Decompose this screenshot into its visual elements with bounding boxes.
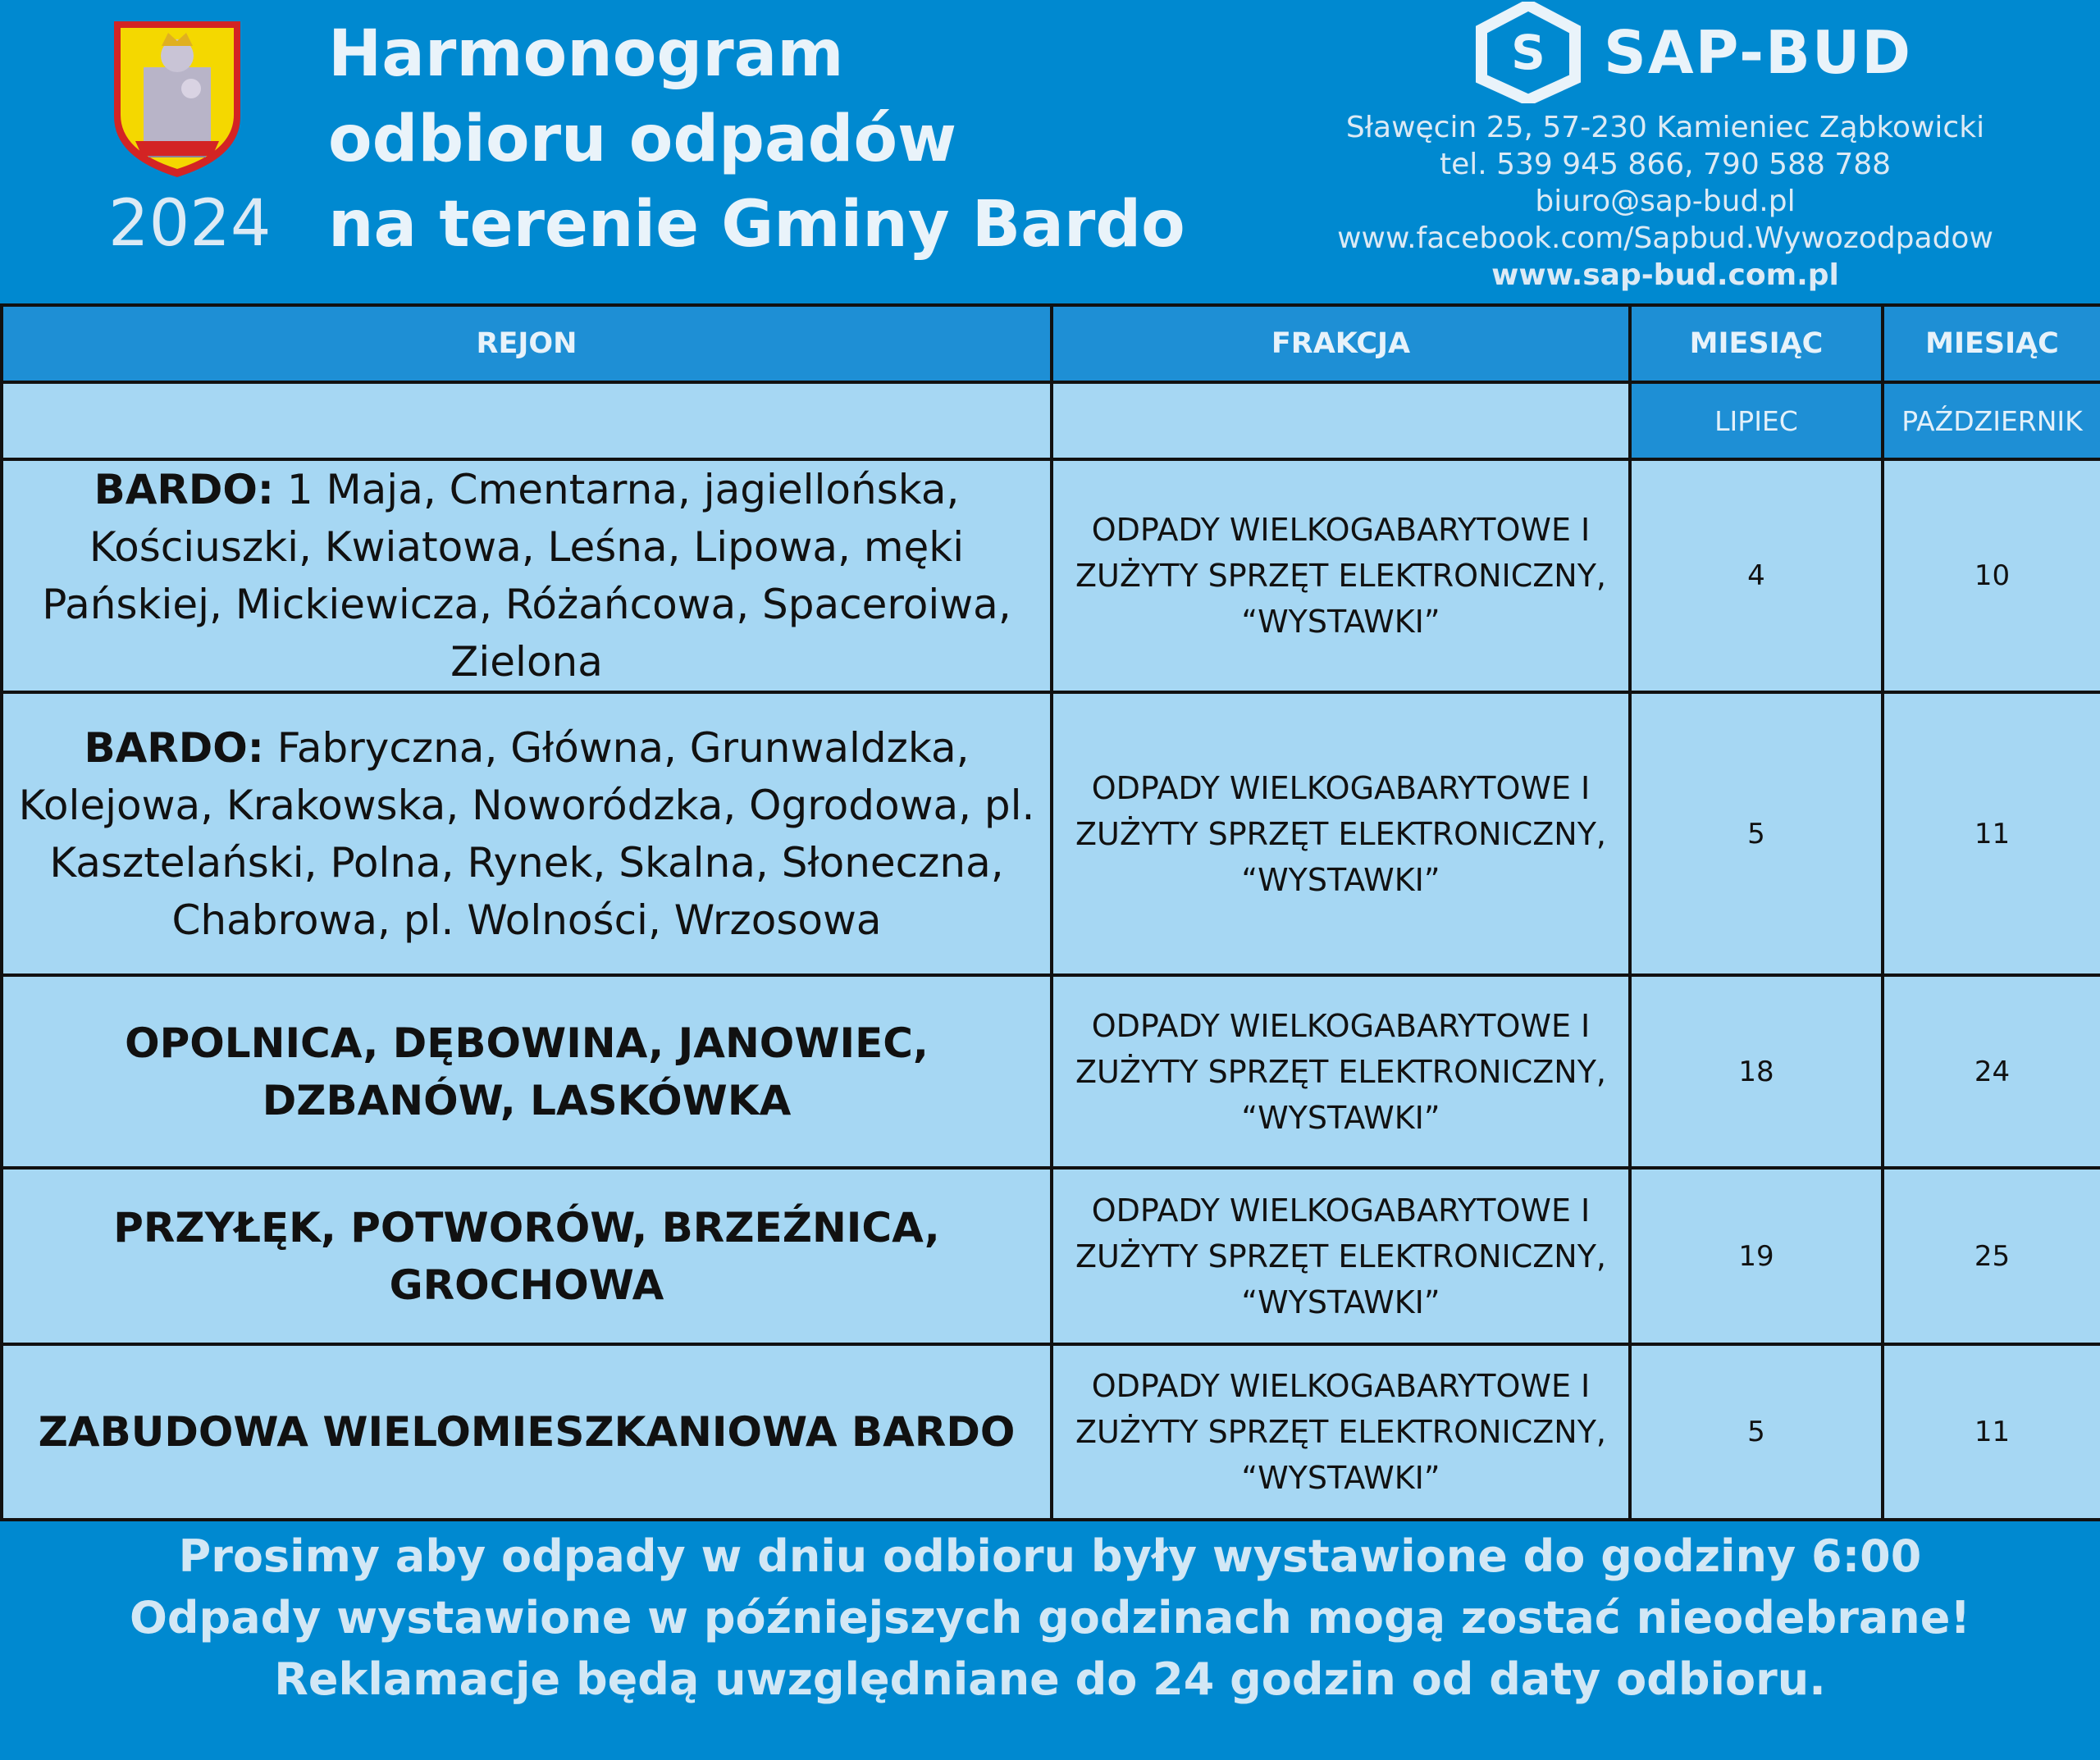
- region-cell: OPOLNICA, DĘBOWINA, JANOWIEC, DZBANÓW, LASKÓWKA: [2, 975, 1052, 1168]
- fraction-line: ZUŻYTY SPRZĘT ELEKTRONICZNY,: [1075, 1238, 1606, 1274]
- fraction-line: “WYSTAWKI”: [1241, 1099, 1440, 1136]
- region-cell: [2, 692, 1052, 975]
- fraction-line: ZUŻYTY SPRZĘT ELEKTRONICZNY,: [1075, 815, 1606, 852]
- month-2-day: 25: [1883, 1168, 2100, 1344]
- region-cell: [2, 459, 1052, 692]
- table-row: [2, 1168, 2100, 1344]
- year-label: 2024: [108, 187, 272, 261]
- fraction-line: ZUŻYTY SPRZĘT ELEKTRONICZNY,: [1075, 1053, 1606, 1090]
- subheader-month-1: LIPIEC: [1630, 382, 1883, 459]
- title-line: odbioru odpadów: [328, 103, 957, 176]
- fraction-cell: [1052, 1168, 1630, 1344]
- fraction-line: ODPADY WIELKOGABARYTOWE I: [1091, 1368, 1591, 1404]
- contact-email: biuro@sap-bud.pl: [1535, 185, 1796, 218]
- table-row: [2, 975, 2100, 1168]
- footer-line: Prosimy aby odpady w dniu odbioru były wystawione do godziny 6:00: [178, 1530, 1922, 1582]
- table-subheader-row: [2, 382, 2100, 459]
- table-row: [2, 1344, 2100, 1520]
- subheader-month-2: PAŹDZIERNIK: [1883, 382, 2100, 459]
- fraction-cell: [1052, 1344, 1630, 1520]
- fraction-cell: [1052, 459, 1630, 692]
- month-1-day: 5: [1630, 1344, 1883, 1520]
- footer-line: Odpady wystawione w późniejszych godzinach mogą zostać nieodebrane!: [130, 1592, 1970, 1644]
- bardo-coat-of-arms-icon: [111, 18, 244, 180]
- fraction-line: “WYSTAWKI”: [1241, 1460, 1440, 1496]
- table-row: [2, 459, 2100, 692]
- brand-name: SAP-BUD: [1604, 18, 1913, 87]
- region-cell: ZABUDOWA WIELOMIESZKANIOWA BARDO: [2, 1344, 1052, 1520]
- subheader-empty: [1052, 382, 1630, 459]
- schedule-table: [0, 303, 2100, 1521]
- month-1-day: 18: [1630, 975, 1883, 1168]
- fraction-line: “WYSTAWKI”: [1241, 604, 1440, 640]
- footer-notice: [0, 1525, 2100, 1710]
- contact-phone: tel. 539 945 866, 790 588 788: [1439, 148, 1892, 181]
- fraction-line: “WYSTAWKI”: [1241, 861, 1440, 898]
- month-1-day: 5: [1630, 692, 1883, 975]
- contact-website: www.sap-bud.com.pl: [1491, 258, 1839, 292]
- contact-block: [1280, 109, 2051, 294]
- table-row: [2, 692, 2100, 975]
- fraction-line: ZUŻYTY SPRZĘT ELEKTRONICZNY,: [1075, 1414, 1606, 1450]
- contact-facebook: www.facebook.com/Sapbud.Wywozodpadow: [1337, 221, 1993, 255]
- month-2-day: 11: [1883, 692, 2100, 975]
- region-streets: Fabryczna, Główna, Grunwaldzka, Kolejowa, Krakowska, Noworódzka, Ogrodowa, pl. Kasztelański, Polna, Rynek, Skalna, Słoneczna, Chabrowa, pl. Wolności, Wrzosowa: [18, 723, 1035, 944]
- fraction-line: “WYSTAWKI”: [1241, 1284, 1440, 1320]
- fraction-line: ODPADY WIELKOGABARYTOWE I: [1091, 1192, 1591, 1229]
- header: [0, 0, 2100, 305]
- region-cell: PRZYŁĘK, POTWORÓW, BRZEŹNICA, GROCHOWA: [2, 1168, 1052, 1344]
- header-region: REJON: [2, 305, 1052, 382]
- fraction-line: ODPADY WIELKOGABARYTOWE I: [1091, 1007, 1591, 1044]
- header-fraction: FRAKCJA: [1052, 305, 1630, 382]
- fraction-cell: [1052, 692, 1630, 975]
- title-line: Harmonogram: [328, 17, 844, 91]
- logo-letter: S: [1511, 25, 1545, 80]
- header-month-2: MIESIĄC: [1883, 305, 2100, 382]
- month-2-day: 24: [1883, 975, 2100, 1168]
- footer-line: Reklamacje będą uwzględniane do 24 godzin od daty odbioru.: [274, 1653, 1826, 1705]
- page-title: [328, 11, 1185, 267]
- month-2-day: 11: [1883, 1344, 2100, 1520]
- month-2-day: 10: [1883, 459, 2100, 692]
- month-1-day: 19: [1630, 1168, 1883, 1344]
- contact-address: Sławęcin 25, 57-230 Kamieniec Ząbkowicki: [1345, 111, 1985, 144]
- fraction-line: ZUŻYTY SPRZĘT ELEKTRONICZNY,: [1075, 558, 1606, 594]
- sap-bud-logo-icon: [1475, 2, 1582, 103]
- region-prefix: BARDO:: [94, 466, 274, 513]
- header-month-1: MIESIĄC: [1630, 305, 1883, 382]
- month-1-day: 4: [1630, 459, 1883, 692]
- fraction-line: ODPADY WIELKOGABARYTOWE I: [1091, 769, 1591, 806]
- table-header-row: [2, 305, 2100, 382]
- region-prefix: BARDO:: [84, 723, 264, 772]
- region-streets: 1 Maja, Cmentarna, jagiellońska, Kościuszki, Kwiatowa, Leśna, Lipowa, męki Pańskiej, Mickiewicza, Różańcowa, Spaceroiwa, Zielona: [42, 466, 1011, 686]
- subheader-empty: [2, 382, 1052, 459]
- title-line: na terenie Gminy Bardo: [328, 188, 1185, 262]
- fraction-cell: [1052, 975, 1630, 1168]
- fraction-line: ODPADY WIELKOGABARYTOWE I: [1091, 512, 1591, 548]
